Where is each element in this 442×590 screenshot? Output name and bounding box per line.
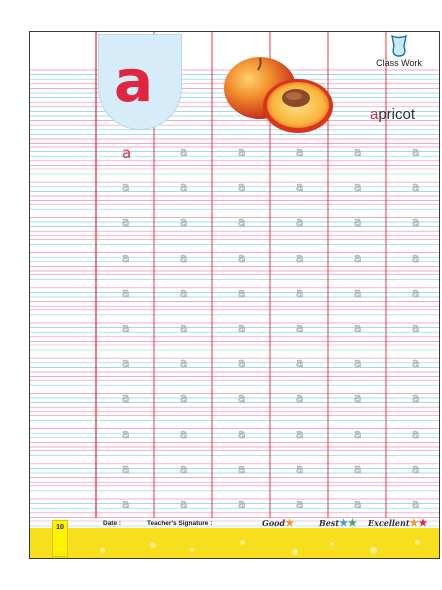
trace-letter: a bbox=[412, 497, 420, 511]
word-first-letter: a bbox=[370, 106, 379, 123]
class-work-label: Class Work bbox=[376, 58, 422, 68]
rating-good-label: Good bbox=[262, 518, 286, 528]
trace-letter: a bbox=[180, 497, 188, 511]
trace-letter: a bbox=[354, 461, 362, 476]
star-icon: ★ bbox=[285, 518, 295, 529]
trace-letter: a bbox=[354, 426, 362, 441]
trace-letter: a bbox=[180, 285, 188, 300]
trace-letter: a bbox=[412, 461, 420, 476]
trace-letter: a bbox=[296, 250, 304, 265]
trace-letter: a bbox=[180, 250, 188, 265]
rating-best[interactable] bbox=[319, 518, 357, 529]
teacher-signature-label: Teacher's Signature : bbox=[147, 520, 213, 527]
trace-letter: a bbox=[180, 180, 188, 195]
trace-letter: a bbox=[412, 391, 420, 406]
trace-letter: a bbox=[238, 250, 246, 265]
class-work-icon bbox=[389, 35, 409, 57]
trace-letter: a bbox=[412, 426, 420, 441]
trace-letter: a bbox=[180, 426, 188, 441]
model-letter: a bbox=[122, 144, 132, 162]
trace-letter: a bbox=[238, 356, 246, 371]
trace-letter: a bbox=[238, 285, 246, 300]
trace-letter: a bbox=[238, 461, 246, 476]
rating-excellent-label: Excellent bbox=[368, 518, 410, 528]
star-icon: ★ bbox=[339, 518, 349, 529]
big-letter-a: a bbox=[114, 47, 154, 115]
trace-letter: a bbox=[296, 215, 304, 230]
trace-letter: a bbox=[296, 321, 304, 335]
worksheet-page bbox=[29, 31, 440, 559]
star-icon: ★ bbox=[348, 518, 357, 529]
trace-letter: a bbox=[354, 215, 362, 230]
rating-best-label: Best bbox=[319, 518, 340, 528]
trace-letter: a bbox=[238, 145, 246, 159]
trace-letter: a bbox=[412, 321, 420, 335]
footer-band bbox=[30, 528, 440, 559]
trace-letter: a bbox=[296, 497, 304, 511]
trace-letter: a bbox=[180, 145, 188, 159]
trace-letter: a bbox=[238, 180, 246, 195]
trace-letter: a bbox=[412, 180, 420, 195]
trace-letter: a bbox=[122, 391, 130, 406]
trace-letter: a bbox=[122, 426, 130, 441]
trace-letter: a bbox=[296, 356, 304, 371]
trace-letter: a bbox=[354, 250, 362, 265]
trace-letter: a bbox=[122, 461, 130, 476]
rating-good[interactable] bbox=[262, 518, 294, 529]
trace-letter: a bbox=[180, 215, 188, 230]
trace-letter: a bbox=[412, 250, 420, 265]
apricot-icon bbox=[216, 54, 336, 136]
page-number: 10 bbox=[52, 520, 68, 557]
date-label: Date : bbox=[103, 520, 122, 527]
trace-letter: a bbox=[238, 391, 246, 406]
trace-letter: a bbox=[354, 145, 362, 159]
trace-letter: a bbox=[238, 321, 246, 335]
trace-letter: a bbox=[296, 426, 304, 441]
trace-letter: a bbox=[122, 285, 130, 300]
trace-letter: a bbox=[354, 180, 362, 195]
star-icon: ★ bbox=[418, 518, 428, 529]
trace-letter: a bbox=[238, 426, 246, 441]
footer-bar bbox=[30, 518, 440, 559]
trace-letter: a bbox=[296, 285, 304, 300]
trace-letter: a bbox=[296, 145, 304, 159]
trace-letter: a bbox=[412, 285, 420, 300]
trace-letter: a bbox=[180, 356, 188, 371]
trace-letter: a bbox=[122, 356, 130, 371]
trace-letter: a bbox=[122, 321, 130, 335]
trace-letter: a bbox=[296, 180, 304, 195]
trace-letter: a bbox=[412, 215, 420, 230]
trace-letter: a bbox=[354, 285, 362, 300]
trace-letter: a bbox=[180, 391, 188, 406]
trace-letter: a bbox=[354, 321, 362, 335]
trace-letter: a bbox=[354, 391, 362, 406]
trace-letter: a bbox=[122, 250, 130, 265]
word-rest: pricot bbox=[378, 106, 416, 123]
trace-letter: a bbox=[180, 461, 188, 476]
trace-letter: a bbox=[180, 321, 188, 335]
trace-letter: a bbox=[354, 497, 362, 511]
trace-letter: a bbox=[296, 461, 304, 476]
class-work-badge bbox=[370, 35, 428, 68]
trace-letter: a bbox=[238, 215, 246, 230]
trace-letter: a bbox=[354, 356, 362, 371]
trace-letter: a bbox=[122, 180, 130, 195]
trace-letter: a bbox=[412, 145, 420, 159]
trace-letter: a bbox=[122, 215, 130, 230]
trace-letter: a bbox=[296, 391, 304, 406]
trace-letter: a bbox=[238, 497, 246, 511]
trace-letter: a bbox=[122, 497, 130, 511]
star-icon: ★ bbox=[409, 518, 419, 529]
trace-letter: a bbox=[412, 356, 420, 371]
word-apricot bbox=[370, 106, 415, 123]
rating-excellent[interactable] bbox=[368, 518, 427, 529]
